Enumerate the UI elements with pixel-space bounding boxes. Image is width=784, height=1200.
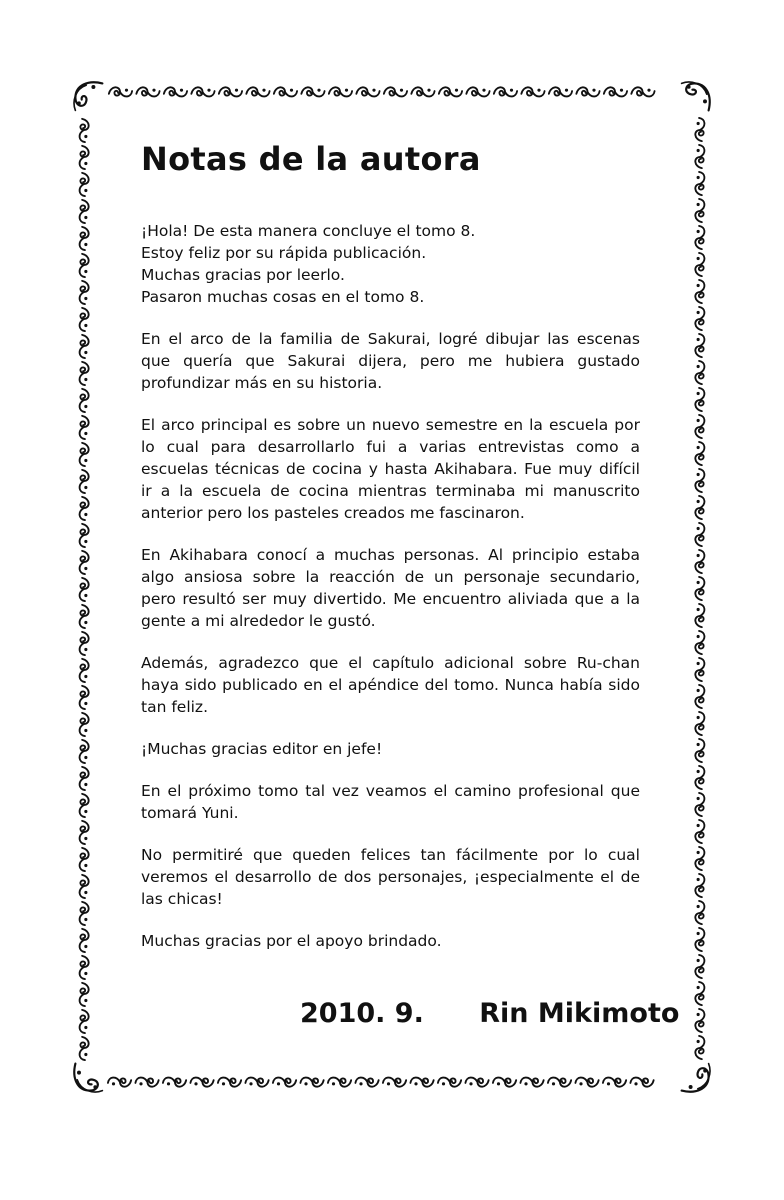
border-swirl-ornament: [549, 87, 572, 96]
signature: [300, 998, 679, 1029]
border-swirl-ornament: [328, 1078, 351, 1087]
border-swirl-ornament: [695, 226, 704, 249]
border-swirl-ornament: [695, 685, 704, 708]
border-swirl-ornament: [80, 281, 89, 304]
border-swirl-ornament: [80, 767, 89, 790]
border-swirl-ornament: [80, 713, 89, 736]
border-swirl-ornament: [695, 820, 704, 843]
border-swirl-ornament: [695, 712, 704, 735]
border-swirl-ornament: [191, 87, 214, 96]
paragraph: En el arco de la familia de Sakurai, logré dibujar las escenas que quería que Sakurai dijera, pero me hubiera gustado profundizar más en su historia.: [141, 330, 640, 392]
border-swirl-ornament: [695, 577, 704, 600]
notes-body: [141, 220, 640, 972]
paragraph: En Akihabara conocí a muchas personas. Al principio estaba algo ansiosa sobre la reacción de un personaje secundario, pero resultó ser muy divertido. Me encuentro aliviada que a la gente a mi alrededor le gustó.: [141, 546, 640, 630]
border-swirl-ornament: [80, 686, 89, 709]
border-swirl-ornament: [695, 307, 704, 330]
border-swirl-ornament: [80, 119, 89, 142]
border-swirl-ornament: [604, 87, 627, 96]
border-swirl-ornament: [695, 874, 704, 897]
border-swirl-ornament: [80, 632, 89, 655]
border-swirl-ornament: [695, 172, 704, 195]
border-swirl-ornament: [695, 145, 704, 168]
border-swirl-ornament: [80, 389, 89, 412]
border-swirl-ornament: [411, 87, 434, 96]
paragraph: Muchas gracias por el apoyo brindado.: [141, 932, 442, 950]
border-swirl-ornament: [164, 87, 187, 96]
border-swirl-ornament: [695, 334, 704, 357]
border-swirl-ornament: [631, 87, 654, 96]
paragraph: ¡Muchas gracias editor en jefe!: [141, 740, 383, 758]
border-swirl-ornament: [695, 550, 704, 573]
border-swirl-ornament: [695, 901, 704, 924]
border-swirl-ornament: [520, 1078, 543, 1087]
border-swirl-ornament: [695, 1036, 704, 1059]
border-swirl-ornament: [80, 875, 89, 898]
border-swirl-ornament: [695, 1009, 704, 1032]
border-swirl-ornament: [80, 173, 89, 196]
border-swirl-ornament: [301, 87, 324, 96]
border-swirl-ornament: [329, 87, 352, 96]
border-swirl-ornament: [465, 1078, 488, 1087]
border-swirl-ornament: [695, 739, 704, 762]
border-swirl-ornament: [356, 87, 379, 96]
border-swirl-ornament: [80, 983, 89, 1006]
border-swirl-ornament: [695, 118, 704, 141]
border-swirl-ornament: [80, 443, 89, 466]
border-swirl-ornament: [695, 631, 704, 654]
border-corner-ornament: [682, 1064, 710, 1092]
border-swirl-ornament: [439, 87, 462, 96]
paragraph: En el próximo tomo tal vez veamos el camino profesional que tomará Yuni.: [141, 782, 640, 822]
border-swirl-ornament: [695, 604, 704, 627]
border-swirl-ornament: [80, 578, 89, 601]
border-swirl-ornament: [695, 928, 704, 951]
border-swirl-ornament: [695, 361, 704, 384]
border-swirl-ornament: [80, 416, 89, 439]
signature-date: 2010. 9.: [300, 998, 424, 1029]
signature-author: Rin Mikimoto: [479, 998, 680, 1029]
border-swirl-ornament: [108, 1078, 131, 1087]
border-swirl-ornament: [80, 497, 89, 520]
border-swirl-ornament: [603, 1078, 626, 1087]
border-swirl-ornament: [695, 658, 704, 681]
border-swirl-ornament: [80, 902, 89, 925]
border-swirl-ornament: [493, 1078, 516, 1087]
border-swirl-ornament: [80, 848, 89, 871]
border-swirl-ornament: [695, 793, 704, 816]
border-swirl-ornament: [190, 1078, 213, 1087]
border-swirl-ornament: [273, 1078, 296, 1087]
border-swirl-ornament: [80, 1037, 89, 1060]
border-swirl-ornament: [80, 821, 89, 844]
border-swirl-ornament: [383, 1078, 406, 1087]
border-swirl-ornament: [274, 87, 297, 96]
border-swirl-ornament: [300, 1078, 323, 1087]
border-swirl-ornament: [576, 87, 599, 96]
border-swirl-ornament: [80, 794, 89, 817]
border-swirl-ornament: [695, 982, 704, 1005]
border-swirl-ornament: [355, 1078, 378, 1087]
border-swirl-ornament: [695, 253, 704, 276]
border-swirl-ornament: [466, 87, 489, 96]
border-swirl-ornament: [80, 524, 89, 547]
border-swirl-ornament: [575, 1078, 598, 1087]
border-swirl-ornament: [410, 1078, 433, 1087]
border-swirl-ornament: [80, 740, 89, 763]
border-swirl-ornament: [521, 87, 544, 96]
border-swirl-ornament: [695, 496, 704, 519]
border-swirl-ornament: [695, 469, 704, 492]
border-swirl-ornament: [80, 929, 89, 952]
border-swirl-ornament: [695, 199, 704, 222]
paragraph: ¡Hola! De esta manera concluye el tomo 8. Estoy feliz por su rápida publicación. Muchas gracias por leerlo. Pasaron muchas cosas en el tomo 8.: [141, 222, 476, 306]
border-swirl-ornament: [695, 415, 704, 438]
border-swirl-ornament: [80, 956, 89, 979]
border-swirl-ornament: [695, 766, 704, 789]
border-corner-ornament: [74, 1064, 102, 1092]
border-swirl-ornament: [80, 308, 89, 331]
border-swirl-ornament: [80, 200, 89, 223]
border-swirl-ornament: [80, 254, 89, 277]
border-swirl-ornament: [384, 87, 407, 96]
border-swirl-ornament: [246, 87, 269, 96]
border-swirl-ornament: [80, 659, 89, 682]
border-swirl-ornament: [438, 1078, 461, 1087]
border-swirl-ornament: [630, 1078, 653, 1087]
border-swirl-ornament: [163, 1078, 186, 1087]
border-swirl-ornament: [218, 1078, 241, 1087]
border-swirl-ornament: [695, 847, 704, 870]
border-swirl-ornament: [695, 388, 704, 411]
border-swirl-ornament: [695, 442, 704, 465]
border-swirl-ornament: [245, 1078, 268, 1087]
border-swirl-ornament: [135, 1078, 158, 1087]
border-corner-ornament: [682, 82, 710, 110]
border-swirl-ornament: [80, 227, 89, 250]
border-swirl-ornament: [494, 87, 517, 96]
border-swirl-ornament: [80, 470, 89, 493]
border-swirl-ornament: [80, 605, 89, 628]
border-swirl-ornament: [695, 523, 704, 546]
border-swirl-ornament: [80, 1010, 89, 1033]
paragraph: El arco principal es sobre un nuevo semestre en la escuela por lo cual para desarrollarlo fui a varias entrevistas como a escuelas técnicas de cocina y hasta Akihabara. Fue muy difícil ir a la escuela de cocina mientras terminaba mi manuscrito anterior pero los pasteles creados me fascinaron.: [141, 416, 640, 522]
border-swirl-ornament: [695, 280, 704, 303]
border-swirl-ornament: [695, 955, 704, 978]
border-swirl-ornament: [548, 1078, 571, 1087]
border-swirl-ornament: [136, 87, 159, 96]
border-swirl-ornament: [219, 87, 242, 96]
border-swirl-ornament: [109, 87, 132, 96]
border-swirl-ornament: [80, 362, 89, 385]
paragraph: No permitiré que queden felices tan fácilmente por lo cual veremos el desarrollo de dos personajes, ¡especialmente el de las chicas!: [141, 846, 640, 908]
paragraph: Además, agradezco que el capítulo adicional sobre Ru-chan haya sido publicado en el apéndice del tomo. Nunca había sido tan feliz.: [141, 654, 640, 716]
border-swirl-ornament: [80, 335, 89, 358]
border-swirl-ornament: [80, 146, 89, 169]
border-corner-ornament: [74, 82, 102, 110]
border-swirl-ornament: [80, 551, 89, 574]
page-title: Notas de la autora: [141, 140, 481, 178]
